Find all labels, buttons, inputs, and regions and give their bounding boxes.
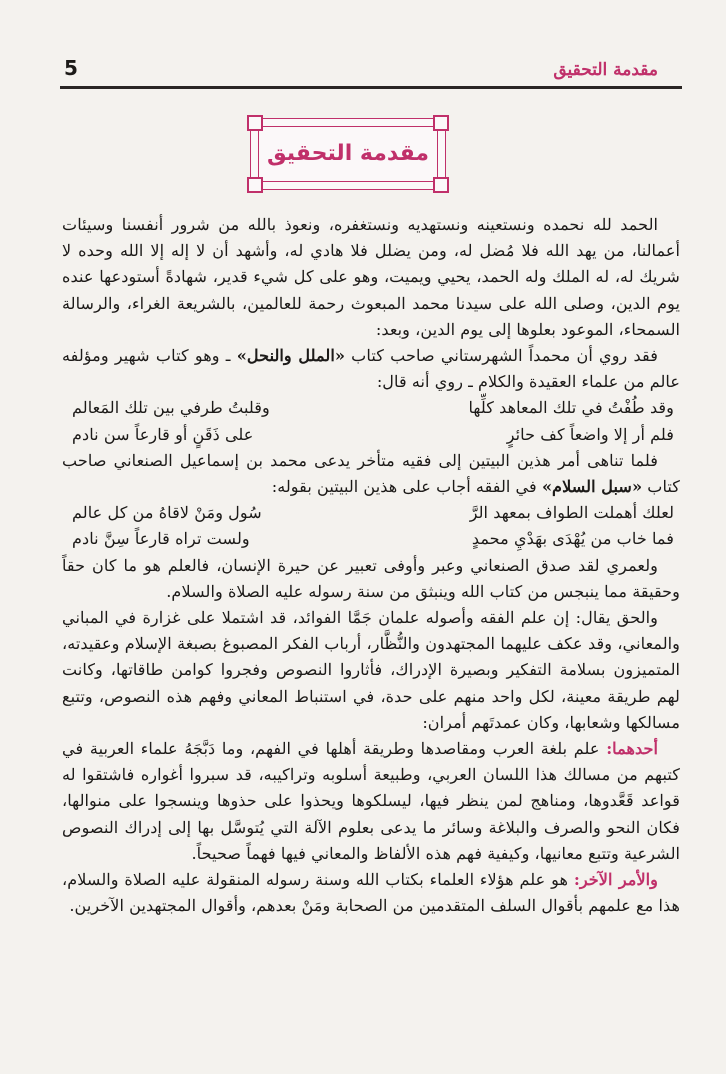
text-run: علم بلغة العرب ومقاصدها وطريقة أهلها في الفهم، وما دَبَّجَهُ علماء العربية في كتبهم من مسالك هذا اللسان العربي، وطبيعة أسلوبه وتراكيبه، قد سبروا أغواره فاشتقوا له قواعد قَعَّدوها، ومناهج لمن ينظر فيها، ليسلكوها ويحذوا على حذوها وينسجوا على منوالها، فكان النحو والصرف والبلاغة وسائر ما يدعى بعلوم الآلة التي يُتوسَّل بها إلى إدراك النصوص الشرعية وتتبع معانيها، وكيفية فهم هذه الألفاظ والمعاني فيها فهماً صحيحاً.: [62, 739, 680, 863]
ornament-corner: [433, 177, 449, 193]
book-title: «سبل السلام»: [541, 477, 643, 497]
verse-hemistich: ولست تراه قارعاً سِنَّ نادم: [72, 529, 250, 549]
verse-hemistich: وقد طُفْتُ في تلك المعاهد كلِّها: [468, 398, 674, 418]
paragraph: [62, 736, 680, 867]
text-run: فلما تناهى أمر هذين البيتين إلى فقيه متأخر يدعى محمد بن إسماعيل الصنعاني صاحب كتاب: [62, 450, 680, 497]
ornament-corner: [433, 115, 449, 131]
verse-hemistich: وقلبتُ طرفي بين تلك المَعالم: [72, 398, 270, 418]
paragraph-label: أحدهما:: [606, 739, 658, 759]
ornament-corner: [247, 177, 263, 193]
title-frame: [250, 118, 446, 190]
verse-line: [62, 500, 680, 526]
verse-line: [62, 422, 680, 448]
verse-hemistich: لعلك أهملت الطواف بمعهد الرَّ: [469, 503, 674, 523]
text-run: في الفقه أجاب على هذين البيتين بقوله:: [271, 477, 542, 497]
section-title: مقدمة التحقيق: [266, 141, 430, 166]
verse-hemistich: فلم أر إلا واضعاً كف حائرٍ: [506, 424, 674, 444]
paragraph: والحق يقال: إن علم الفقه وأصوله علمان جَمَّا الفوائد، قد اشتملا على غزارة في المباني والمعاني، وقد عكف عليهما المجتهدون والنُّظَّار، أرباب الفكر المصبوغ بصبغة الإسلام وعقيدته، المتميزون بسلامة التفكير وبصيرة الإدراك، فأثاروا النصوص وفجروا كوامن طاقاتها، وكانت لهم طريقة معينة، لكل واحد منهم على حدة، في استنباط المعاني وفهم هذه النصوص، وتتبع مسالكها وشعابها، وكان عمدتَهم أمران:: [62, 608, 680, 732]
paragraph: [62, 867, 680, 919]
text-run: هو علم هؤلاء العلماء بكتاب الله وسنة رسوله المنقولة عليه الصلاة والسلام، هذا مع علمهم بأقوال السلف المتقدمين من الصحابة ومَنْ بعدهم، وأقوال المجتهدين الآخرين.: [62, 870, 680, 916]
text-run: فقد روي أن محمداً الشهرستاني صاحب كتاب: [344, 346, 658, 366]
text-run: ـ وهو كتاب شهير ومؤلفه عالم من علماء العقيدة والكلام ـ روي أنه قال:: [62, 346, 680, 392]
paragraph: [62, 448, 680, 500]
running-header: مقدمة التحقيق: [553, 60, 658, 80]
ornament-corner: [247, 115, 263, 131]
verse-hemistich: على ذَقَنٍ أو قارعاً سن نادم: [72, 424, 254, 444]
body-text: [62, 212, 680, 919]
page-number: 5: [64, 56, 78, 80]
paragraph: ولعمري لقد صدق الصنعاني وعبر وأوفى تعبير عن حيرة الإنسان، فالعلم هو ما كان حقاً وحقيقة مما ينبجس من كتاب الله وينبثق من سنة رسوله عليه الصلاة والسلام.: [62, 555, 680, 601]
verse-line: [62, 395, 680, 421]
paragraph-label: والأمر الآخر:: [573, 870, 658, 890]
book-title: «الملل والنحل»: [236, 346, 345, 366]
paragraph: [62, 343, 680, 395]
verse-hemistich: فما خاب من يُهْدَى بهَدْيِ محمدٍ: [471, 529, 674, 549]
header-rule: [60, 86, 682, 89]
paragraph: الحمد لله نحمده ونستعينه ونستهديه ونستغفره، ونعوذ بالله من شرور أنفسنا وسيئات أعمالنا، من يهد الله فلا مُضل له، ومن يضلل فلا هادي له، وأشهد أن لا إله إلا الله وحده لا شريك له، له الملك وله الحمد، يحيي ويميت، وهو على كل شيء قدير، شهادةً أستودعها عنده يوم الدين، وصلى الله على سيدنا محمد المبعوث رحمة للعالمين، بالشريعة الغراء، والرسالة السمحاء، الموعود بعلوها إلى يوم الدين، وبعد:: [62, 215, 680, 339]
verse-line: [62, 526, 680, 552]
verse-hemistich: سُول ومَنْ لاقاهُ من كل عالم: [72, 503, 262, 523]
